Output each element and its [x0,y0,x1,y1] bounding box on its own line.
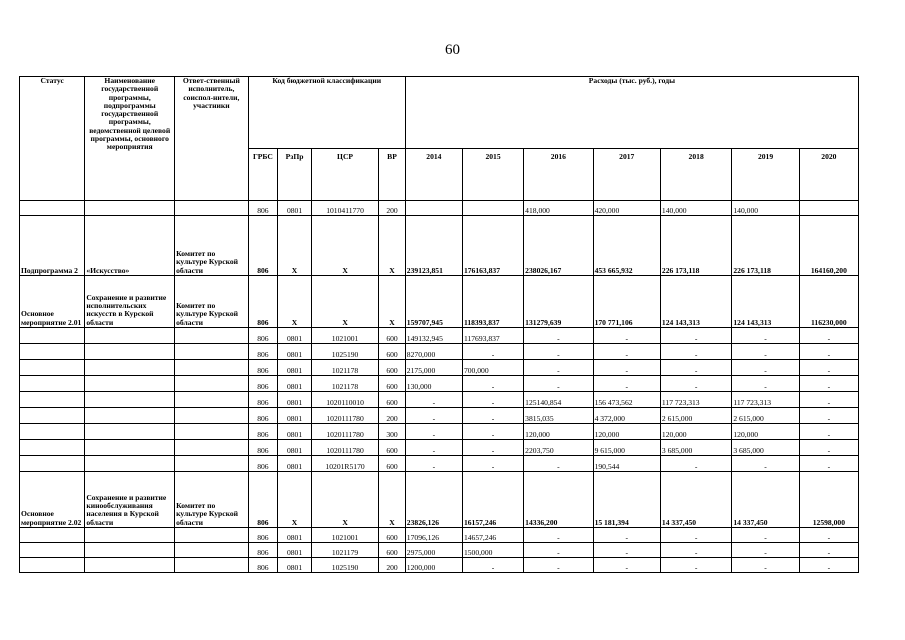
row-status [20,328,85,344]
row-executor [175,424,248,440]
cell-grbs: 806 [248,216,278,276]
cell-year-value: - [732,543,799,558]
cell-year-value: - [799,344,858,360]
cell-year-value: 159707,945 [405,276,462,328]
cell-vr: 600 [379,376,406,392]
header-year: 2015 [462,149,523,201]
cell-year-value: - [732,528,799,543]
row-name [85,328,175,344]
row-name [85,201,175,216]
cell-year-value: - [799,456,858,472]
row-executor [175,360,248,376]
cell-year-value: - [462,408,523,424]
cell-grbs: 806 [248,344,278,360]
cell-year-value: - [524,456,593,472]
row-status [20,456,85,472]
cell-rzpr: Х [278,276,312,328]
cell-year-value: - [593,328,660,344]
row-name: Сохранение и развитие кинообслуживания населения в Курской области [85,472,175,528]
row-status: Основное мероприятие 2.02 [20,472,85,528]
row-status [20,344,85,360]
cell-csr: Х [311,472,378,528]
cell-year-value: 16157,246 [462,472,523,528]
cell-grbs: 806 [248,392,278,408]
cell-year-value: 156 473,562 [593,392,660,408]
table-row [20,392,859,408]
cell-year-value: - [462,376,523,392]
cell-csr: 1020111780 [311,440,378,456]
cell-year-value: - [462,424,523,440]
cell-rzpr: 0801 [278,528,312,543]
row-status: Основное мероприятие 2.01 [20,276,85,328]
cell-csr: Х [311,216,378,276]
cell-year-value: - [462,558,523,573]
cell-year-value: 12598,000 [799,472,858,528]
cell-year-value: 1200,000 [405,558,462,573]
cell-year-value: 120,000 [660,424,731,440]
cell-csr: 1010411770 [311,201,378,216]
row-name [85,543,175,558]
header-vr: ВР [379,149,406,201]
cell-year-value: 170 771,106 [593,276,660,328]
cell-year-value: 149132,945 [405,328,462,344]
cell-year-value: 131279,639 [524,276,593,328]
cell-year-value: 15 181,394 [593,472,660,528]
row-executor [175,392,248,408]
row-name [85,376,175,392]
row-name [85,360,175,376]
header-rzpr: РзПр [278,149,312,201]
row-status [20,424,85,440]
cell-rzpr: 0801 [278,376,312,392]
cell-year-value: 124 143,313 [732,276,799,328]
cell-year-value: 700,000 [462,360,523,376]
cell-csr: Х [311,276,378,328]
table-row [20,558,859,573]
table-row [20,344,859,360]
cell-year-value: 9 615,000 [593,440,660,456]
table-row [20,201,859,216]
cell-vr: Х [379,216,406,276]
cell-year-value: 2175,000 [405,360,462,376]
cell-year-value: 226 173,118 [732,216,799,276]
cell-csr: 1025190 [311,558,378,573]
header-year: 2020 [799,149,858,201]
cell-year-value: - [593,360,660,376]
cell-year-value: - [660,328,731,344]
cell-grbs: 806 [248,456,278,472]
cell-vr: 200 [379,558,406,573]
header-status: Статус [20,77,85,201]
cell-grbs: 806 [248,201,278,216]
row-name [85,528,175,543]
cell-year-value: 130,000 [405,376,462,392]
page-number: 60 [445,42,460,58]
cell-year-value: 120,000 [593,424,660,440]
cell-rzpr: 0801 [278,440,312,456]
header-name: Наименование государственной программы, подпрограммы государственной программы, ведомственной целевой программы, основного мероприятия [85,77,175,201]
cell-year-value: 3 685,000 [732,440,799,456]
cell-year-value: - [405,408,462,424]
cell-year-value: - [593,344,660,360]
table-row [20,528,859,543]
cell-year-value: - [405,440,462,456]
header-year: 2016 [524,149,593,201]
header-code: Код бюджетной классификации [248,77,405,149]
cell-year-value: - [660,558,731,573]
cell-year-value: - [405,456,462,472]
cell-year-value: 117693,837 [462,328,523,344]
row-status [20,528,85,543]
header-expenses: Расходы (тыс. руб.), годы [405,77,858,149]
cell-rzpr: 0801 [278,360,312,376]
cell-rzpr: 0801 [278,392,312,408]
row-executor [175,440,248,456]
table-row [20,216,859,276]
cell-year-value: - [732,344,799,360]
cell-csr: 1020111780 [311,424,378,440]
cell-vr: 600 [379,360,406,376]
row-executor: Комитет по культуре Курской области [175,472,248,528]
cell-year-value: 23826,126 [405,472,462,528]
table-row [20,360,859,376]
cell-year-value: 117 723,313 [732,392,799,408]
cell-year-value: 4 372,000 [593,408,660,424]
cell-year-value: - [405,424,462,440]
row-executor [175,543,248,558]
cell-grbs: 806 [248,376,278,392]
cell-year-value: - [732,558,799,573]
cell-csr: 1021178 [311,376,378,392]
cell-year-value: 140,000 [732,201,799,216]
row-executor [175,528,248,543]
row-name [85,392,175,408]
table-row [20,440,859,456]
cell-year-value: 2203,750 [524,440,593,456]
cell-grbs: 806 [248,328,278,344]
cell-csr: 10201R5170 [311,456,378,472]
row-executor [175,558,248,573]
cell-csr: 1021001 [311,328,378,344]
cell-vr: 200 [379,201,406,216]
cell-year-value: 8270,000 [405,344,462,360]
cell-rzpr: 0801 [278,558,312,573]
cell-year-value: 238026,167 [524,216,593,276]
cell-year-value: - [799,528,858,543]
cell-year-value: - [732,456,799,472]
cell-year-value: - [799,558,858,573]
header-year: 2017 [593,149,660,201]
cell-year-value: - [593,543,660,558]
cell-year-value: 176163,837 [462,216,523,276]
cell-year-value: 120,000 [524,424,593,440]
cell-grbs: 806 [248,408,278,424]
cell-year-value: 226 173,118 [660,216,731,276]
cell-year-value: - [524,543,593,558]
cell-year-value: 190,544 [593,456,660,472]
cell-csr: 1025190 [311,344,378,360]
cell-rzpr: 0801 [278,201,312,216]
cell-rzpr: 0801 [278,456,312,472]
cell-year-value: - [524,558,593,573]
table-row [20,456,859,472]
cell-year-value: - [799,440,858,456]
cell-rzpr: 0801 [278,344,312,360]
cell-rzpr: 0801 [278,328,312,344]
cell-grbs: 806 [248,543,278,558]
cell-year-value: - [462,344,523,360]
cell-year-value: - [405,392,462,408]
cell-vr: 600 [379,528,406,543]
cell-vr: 600 [379,344,406,360]
cell-grbs: 806 [248,360,278,376]
cell-year-value: 17096,126 [405,528,462,543]
budget-table [19,76,859,573]
cell-year-value: 117 723,313 [660,392,731,408]
cell-year-value: - [799,424,858,440]
table-body [20,201,859,573]
cell-vr: 200 [379,408,406,424]
cell-year-value: - [524,344,593,360]
cell-year-value: - [462,440,523,456]
row-status [20,543,85,558]
row-status [20,201,85,216]
cell-year-value: - [799,360,858,376]
cell-rzpr: Х [278,216,312,276]
cell-year-value: - [593,558,660,573]
row-status [20,376,85,392]
row-name [85,558,175,573]
cell-year-value: - [593,376,660,392]
header-grbs: ГРБС [248,149,278,201]
header-year: 2018 [660,149,731,201]
table-row [20,408,859,424]
cell-grbs: 806 [248,558,278,573]
row-name [85,424,175,440]
cell-csr: 1021179 [311,543,378,558]
cell-csr: 1021178 [311,360,378,376]
cell-year-value [462,201,523,216]
cell-year-value: 2975,000 [405,543,462,558]
cell-vr: 600 [379,456,406,472]
cell-csr: 1020110010 [311,392,378,408]
cell-year-value: - [660,543,731,558]
cell-year-value: - [799,408,858,424]
cell-year-value: - [732,376,799,392]
cell-year-value: 2 615,000 [732,408,799,424]
header-year: 2014 [405,149,462,201]
cell-year-value: 2 615,000 [660,408,731,424]
cell-grbs: 806 [248,440,278,456]
cell-year-value: 453 665,932 [593,216,660,276]
cell-year-value: - [660,528,731,543]
cell-year-value: 116230,000 [799,276,858,328]
cell-vr: 600 [379,543,406,558]
cell-year-value: - [462,456,523,472]
row-status [20,558,85,573]
table-row [20,276,859,328]
row-name [85,456,175,472]
row-status [20,408,85,424]
cell-year-value: - [524,528,593,543]
row-name: «Искусство» [85,216,175,276]
cell-year-value [405,201,462,216]
cell-year-value: - [660,376,731,392]
cell-year-value: 14 337,450 [660,472,731,528]
cell-year-value: - [660,344,731,360]
cell-year-value: - [799,392,858,408]
cell-year-value: 420,000 [593,201,660,216]
cell-csr: 1020111780 [311,408,378,424]
row-executor [175,456,248,472]
cell-year-value: - [660,360,731,376]
cell-year-value: 125140,854 [524,392,593,408]
cell-rzpr: 0801 [278,424,312,440]
cell-vr: 600 [379,392,406,408]
cell-year-value: 1500,000 [462,543,523,558]
cell-grbs: 806 [248,472,278,528]
row-executor [175,328,248,344]
table-row [20,376,859,392]
cell-year-value: 14657,246 [462,528,523,543]
cell-year-value: 418,000 [524,201,593,216]
cell-vr: 300 [379,424,406,440]
cell-year-value [799,201,858,216]
cell-rzpr: 0801 [278,543,312,558]
row-status: Подпрограмма 2 [20,216,85,276]
cell-grbs: 806 [248,424,278,440]
header-year: 2019 [732,149,799,201]
cell-rzpr: 0801 [278,408,312,424]
cell-grbs: 806 [248,528,278,543]
cell-year-value: 239123,851 [405,216,462,276]
row-executor [175,344,248,360]
row-executor [175,201,248,216]
cell-year-value: - [799,543,858,558]
cell-year-value: - [799,328,858,344]
cell-vr: 600 [379,328,406,344]
row-executor [175,376,248,392]
cell-year-value: - [732,360,799,376]
cell-year-value: 118393,837 [462,276,523,328]
row-executor: Комитет по культуре Курской области [175,216,248,276]
cell-year-value: - [593,528,660,543]
cell-year-value: - [524,328,593,344]
cell-year-value: - [524,376,593,392]
cell-vr: Х [379,276,406,328]
table-row [20,328,859,344]
cell-year-value: - [799,376,858,392]
row-status [20,440,85,456]
header-executor: Ответ-ственный исполнитель, соиспол-нители, участники [175,77,248,201]
row-status [20,392,85,408]
table-row [20,472,859,528]
cell-year-value: 3 685,000 [660,440,731,456]
cell-year-value: 120,000 [732,424,799,440]
row-executor [175,408,248,424]
row-executor: Комитет по культуре Курской области [175,276,248,328]
cell-year-value: 14 337,450 [732,472,799,528]
cell-year-value: 164160,200 [799,216,858,276]
cell-year-value: 140,000 [660,201,731,216]
row-name [85,408,175,424]
table-row [20,424,859,440]
cell-year-value: - [524,360,593,376]
cell-year-value: - [732,328,799,344]
cell-vr: Х [379,472,406,528]
cell-vr: 600 [379,440,406,456]
table-row [20,543,859,558]
cell-year-value: - [462,392,523,408]
cell-year-value: 3815,035 [524,408,593,424]
cell-year-value: 14336,200 [524,472,593,528]
cell-year-value: 124 143,313 [660,276,731,328]
cell-year-value: - [660,456,731,472]
header-csr: ЦСР [311,149,378,201]
row-name: Сохранение и развитие исполнительских искусств в Курской области [85,276,175,328]
cell-csr: 1021001 [311,528,378,543]
row-name [85,344,175,360]
row-status [20,360,85,376]
cell-grbs: 806 [248,276,278,328]
cell-rzpr: Х [278,472,312,528]
row-name [85,440,175,456]
